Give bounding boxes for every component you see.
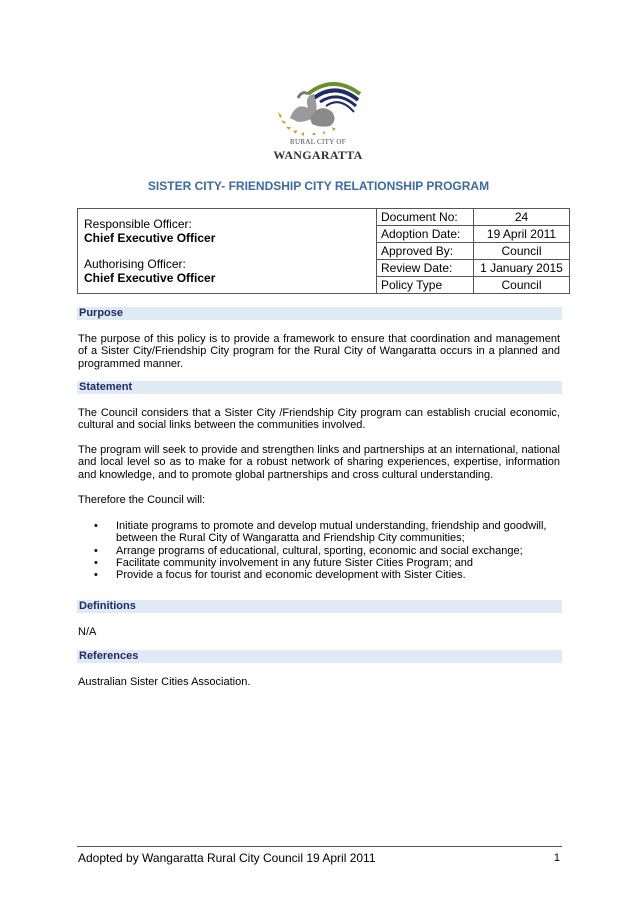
bullet-icon: • <box>94 556 98 569</box>
list-item-text: Provide a focus for tourist and economic development with Sister Cities. <box>116 569 466 582</box>
references-text: Australian Sister Cities Association. <box>78 676 251 688</box>
authorising-officer-label: Authorising Officer: <box>84 257 186 271</box>
statement-heading: Statement <box>77 381 562 394</box>
purpose-heading: Purpose <box>77 307 562 320</box>
table-cell-label: Policy Type <box>377 277 474 294</box>
list-item-text: Facilitate community involvement in any future Sister Cities Program; and <box>116 556 474 569</box>
footer-text: Adopted by Wangaratta Rural City Council 19 April 2011 <box>78 851 376 865</box>
council-logo <box>268 72 368 168</box>
list-item <box>78 520 560 545</box>
list-item-text: Arrange programs of educational, cultural, sporting, economic and social exchange; <box>116 544 523 557</box>
definitions-heading: Definitions <box>77 600 562 613</box>
council-actions-list <box>78 520 560 581</box>
table-cell-label: Approved By: <box>377 243 474 260</box>
bullet-icon: • <box>94 544 98 557</box>
authorising-officer-value: Chief Executive Officer <box>84 271 216 285</box>
list-item <box>78 569 560 581</box>
list-item <box>78 545 560 557</box>
purpose-text: The purpose of this policy is to provide a framework to ensure that coordination and management of a Sister City/Friendship City program for the Rural City of Wangaratta occurs in a planned and programmed manner. <box>78 333 560 370</box>
references-heading: References <box>77 650 562 663</box>
list-item <box>78 557 560 569</box>
officer-cell <box>78 209 377 294</box>
logo-line-2: WANGARATTA <box>273 148 363 162</box>
page-title: SISTER CITY- FRIENDSHIP CITY RELATIONSHIP PROGRAM <box>147 179 490 193</box>
bird-emblem-icon <box>268 72 368 138</box>
responsible-officer-value: Chief Executive Officer <box>84 231 216 245</box>
list-item-text: Initiate programs to promote and develop mutual understanding, friendship and goodwill, between the Rural City of Wangaratta and Friendship City communities; <box>116 520 547 545</box>
table-row <box>78 209 570 226</box>
table-cell-label: Document No: <box>377 209 474 226</box>
bullet-icon: • <box>94 520 98 532</box>
table-cell-value: 24 <box>474 209 570 226</box>
responsible-officer-label: Responsible Officer: <box>84 217 192 231</box>
table-cell-value: Council <box>474 277 570 294</box>
statement-paragraph-1: The Council considers that a Sister City /Friendship City program can establish crucial economic, cultural and social links between the communities involved. <box>78 407 560 432</box>
table-cell-value: Council <box>474 243 570 260</box>
logo-line-1: RURAL CITY OF <box>290 138 346 146</box>
definitions-text: N/A <box>78 626 97 638</box>
statement-paragraph-3: Therefore the Council will: <box>78 494 206 506</box>
table-cell-label: Adoption Date: <box>377 226 474 243</box>
table-cell-value: 19 April 2011 <box>474 226 570 243</box>
statement-paragraph-2: The program will seek to provide and strengthen links and partnerships at an international, national and local level so as to make for a robust network of sharing experiences, expertise, information and knowledge, and to promote global partnerships and cross cultural understanding. <box>78 444 560 481</box>
table-cell-value: 1 January 2015 <box>474 260 570 277</box>
policy-info-table <box>77 208 570 294</box>
table-cell-label: Review Date: <box>377 260 474 277</box>
footer-divider <box>77 846 562 847</box>
page-number: 1 <box>553 852 560 864</box>
bullet-icon: • <box>94 569 98 582</box>
